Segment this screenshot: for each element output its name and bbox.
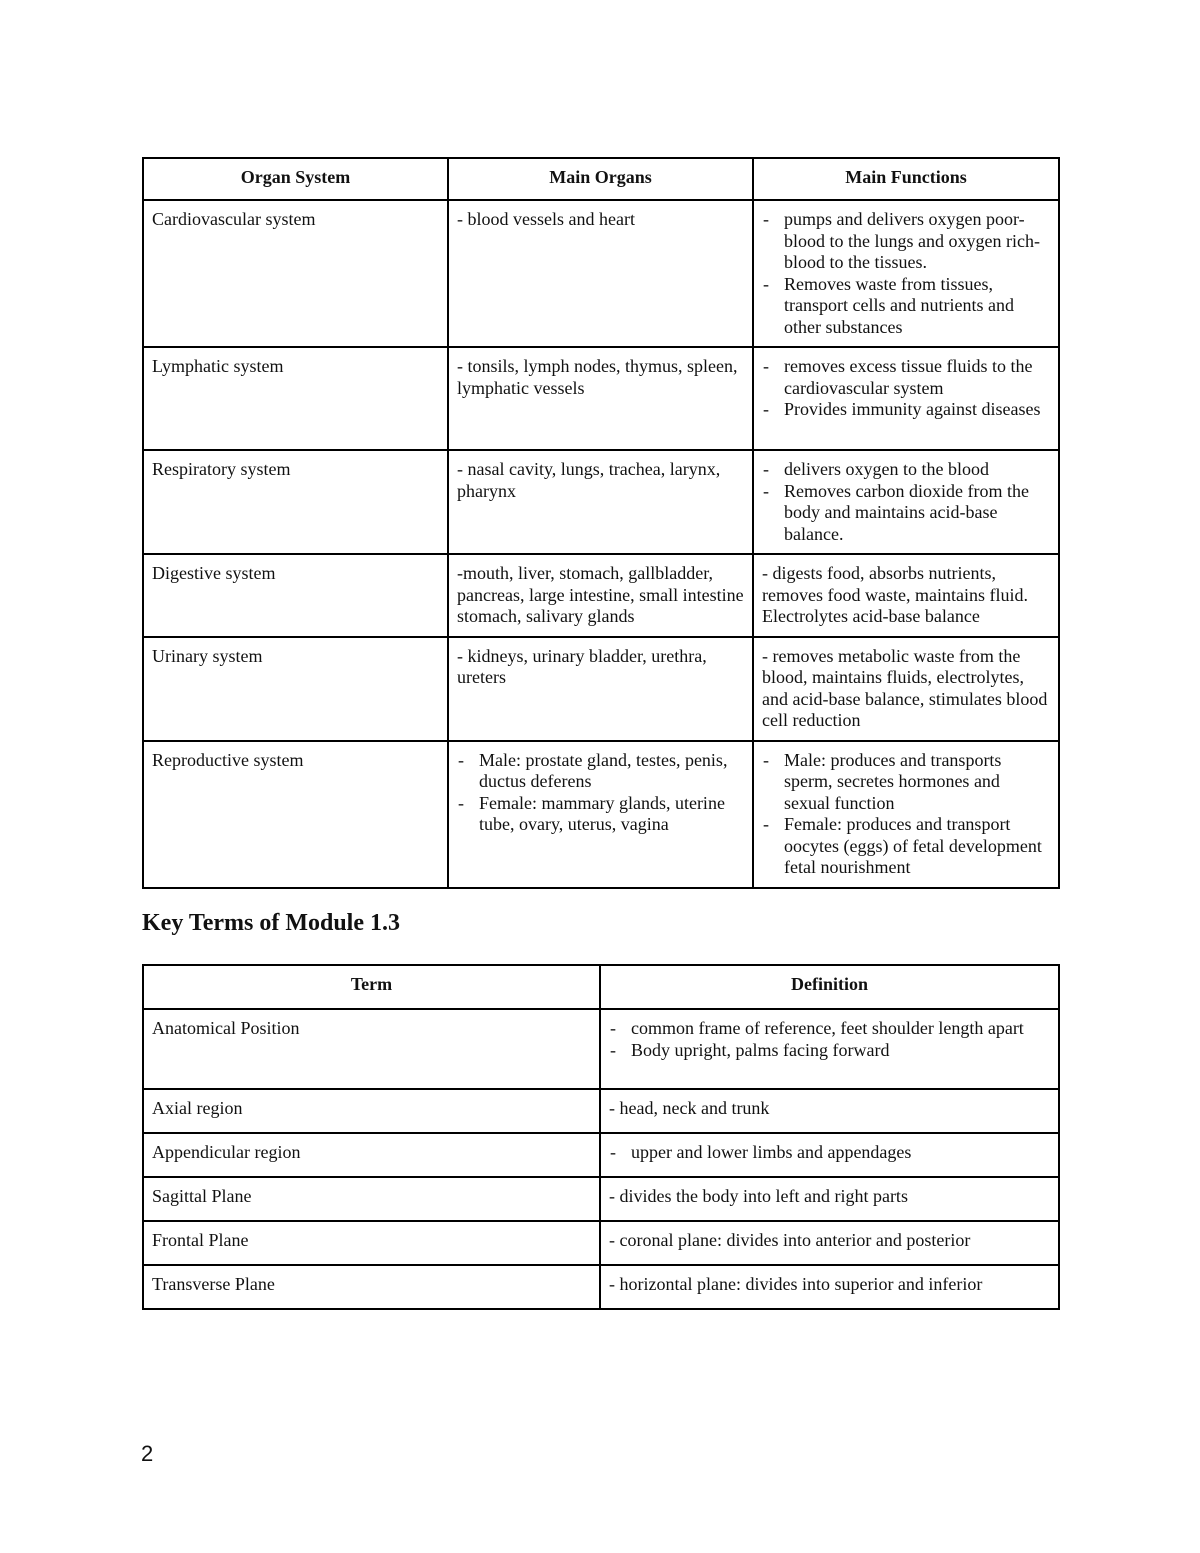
- definition-item: - common frame of reference, feet shoulder length apart: [609, 1018, 1050, 1040]
- organ-system-cell: Respiratory system: [143, 450, 448, 554]
- definition-cell: - coronal plane: divides into anterior and posterior: [600, 1221, 1059, 1265]
- organ-system-cell: Digestive system: [143, 554, 448, 637]
- organ-system-cell: Reproductive system: [143, 741, 448, 888]
- table-row: [143, 637, 1059, 741]
- column-header-term: Term: [143, 965, 600, 1009]
- function-item: - Male: produces and transports sperm, secretes hormones and sexual function: [762, 750, 1050, 815]
- table-row: [143, 200, 1059, 347]
- function-item: - Removes carbon dioxide from the body and maintains acid-base balance.: [762, 481, 1050, 546]
- key-terms-heading: Key Terms of Module 1.3: [142, 910, 400, 936]
- table-row: [143, 450, 1059, 554]
- main-organs-cell: -mouth, liver, stomach, gallbladder, pancreas, large intestine, small intestine stomach, salivary glands: [448, 554, 753, 637]
- page-number: 2: [141, 1441, 154, 1466]
- table-row: [143, 1089, 1059, 1133]
- organ-item: - Female: mammary glands, uterine tube, ovary, uterus, vagina: [457, 793, 744, 836]
- organ-system-cell: Urinary system: [143, 637, 448, 741]
- function-item: - delivers oxygen to the blood: [762, 459, 1050, 481]
- definition-cell: - head, neck and trunk: [600, 1089, 1059, 1133]
- table-row: [143, 741, 1059, 888]
- main-organs-cell: [448, 741, 753, 888]
- function-item: - Female: produces and transport oocytes (eggs) of fetal development fetal nourishment: [762, 814, 1050, 879]
- function-item: - pumps and delivers oxygen poor-blood to the lungs and oxygen rich-blood to the tissues.: [762, 209, 1050, 274]
- term-cell: Anatomical Position: [143, 1009, 600, 1089]
- column-header-main-functions: Main Functions: [753, 158, 1059, 200]
- main-functions-cell: [753, 200, 1059, 347]
- main-functions-cell: [753, 741, 1059, 888]
- table-header-row: [143, 158, 1059, 200]
- column-header-main-organs: Main Organs: [448, 158, 753, 200]
- definition-item: - Body upright, palms facing forward: [609, 1040, 1050, 1062]
- main-organs-cell: - blood vessels and heart: [448, 200, 753, 347]
- term-cell: Frontal Plane: [143, 1221, 600, 1265]
- table-row: [143, 1221, 1059, 1265]
- definition-cell: [600, 1009, 1059, 1089]
- main-organs-cell: - nasal cavity, lungs, trachea, larynx, pharynx: [448, 450, 753, 554]
- function-item: - Provides immunity against diseases: [762, 399, 1050, 421]
- main-organs-cell: - kidneys, urinary bladder, urethra, ureters: [448, 637, 753, 741]
- organ-system-cell: Cardiovascular system: [143, 200, 448, 347]
- table-row: [143, 554, 1059, 637]
- column-header-definition: Definition: [600, 965, 1059, 1009]
- term-cell: Sagittal Plane: [143, 1177, 600, 1221]
- definition-cell: - divides the body into left and right parts: [600, 1177, 1059, 1221]
- definition-item: - upper and lower limbs and appendages: [609, 1142, 1050, 1164]
- table-row: [143, 1009, 1059, 1089]
- table-header-row: [143, 965, 1059, 1009]
- organ-systems-table: [142, 157, 1060, 889]
- table-row: [143, 347, 1059, 450]
- table-row: [143, 1133, 1059, 1177]
- term-cell: Transverse Plane: [143, 1265, 600, 1309]
- column-header-organ-system: Organ System: [143, 158, 448, 200]
- main-functions-cell: - digests food, absorbs nutrients, removes food waste, maintains fluid. Electrolytes acid-base balance: [753, 554, 1059, 637]
- key-terms-table: [142, 964, 1060, 1310]
- definition-cell: - horizontal plane: divides into superior and inferior: [600, 1265, 1059, 1309]
- main-organs-cell: - tonsils, lymph nodes, thymus, spleen, lymphatic vessels: [448, 347, 753, 450]
- function-item: - removes excess tissue fluids to the cardiovascular system: [762, 356, 1050, 399]
- function-item: - Removes waste from tissues, transport cells and nutrients and other substances: [762, 274, 1050, 339]
- organ-item: - Male: prostate gland, testes, penis, ductus deferens: [457, 750, 744, 793]
- term-cell: Axial region: [143, 1089, 600, 1133]
- table-row: [143, 1177, 1059, 1221]
- main-functions-cell: - removes metabolic waste from the blood, maintains fluids, electrolytes, and acid-base balance, stimulates blood cell reduction: [753, 637, 1059, 741]
- main-functions-cell: [753, 450, 1059, 554]
- term-cell: Appendicular region: [143, 1133, 600, 1177]
- main-functions-cell: [753, 347, 1059, 450]
- organ-system-cell: Lymphatic system: [143, 347, 448, 450]
- table-row: [143, 1265, 1059, 1309]
- definition-cell: [600, 1133, 1059, 1177]
